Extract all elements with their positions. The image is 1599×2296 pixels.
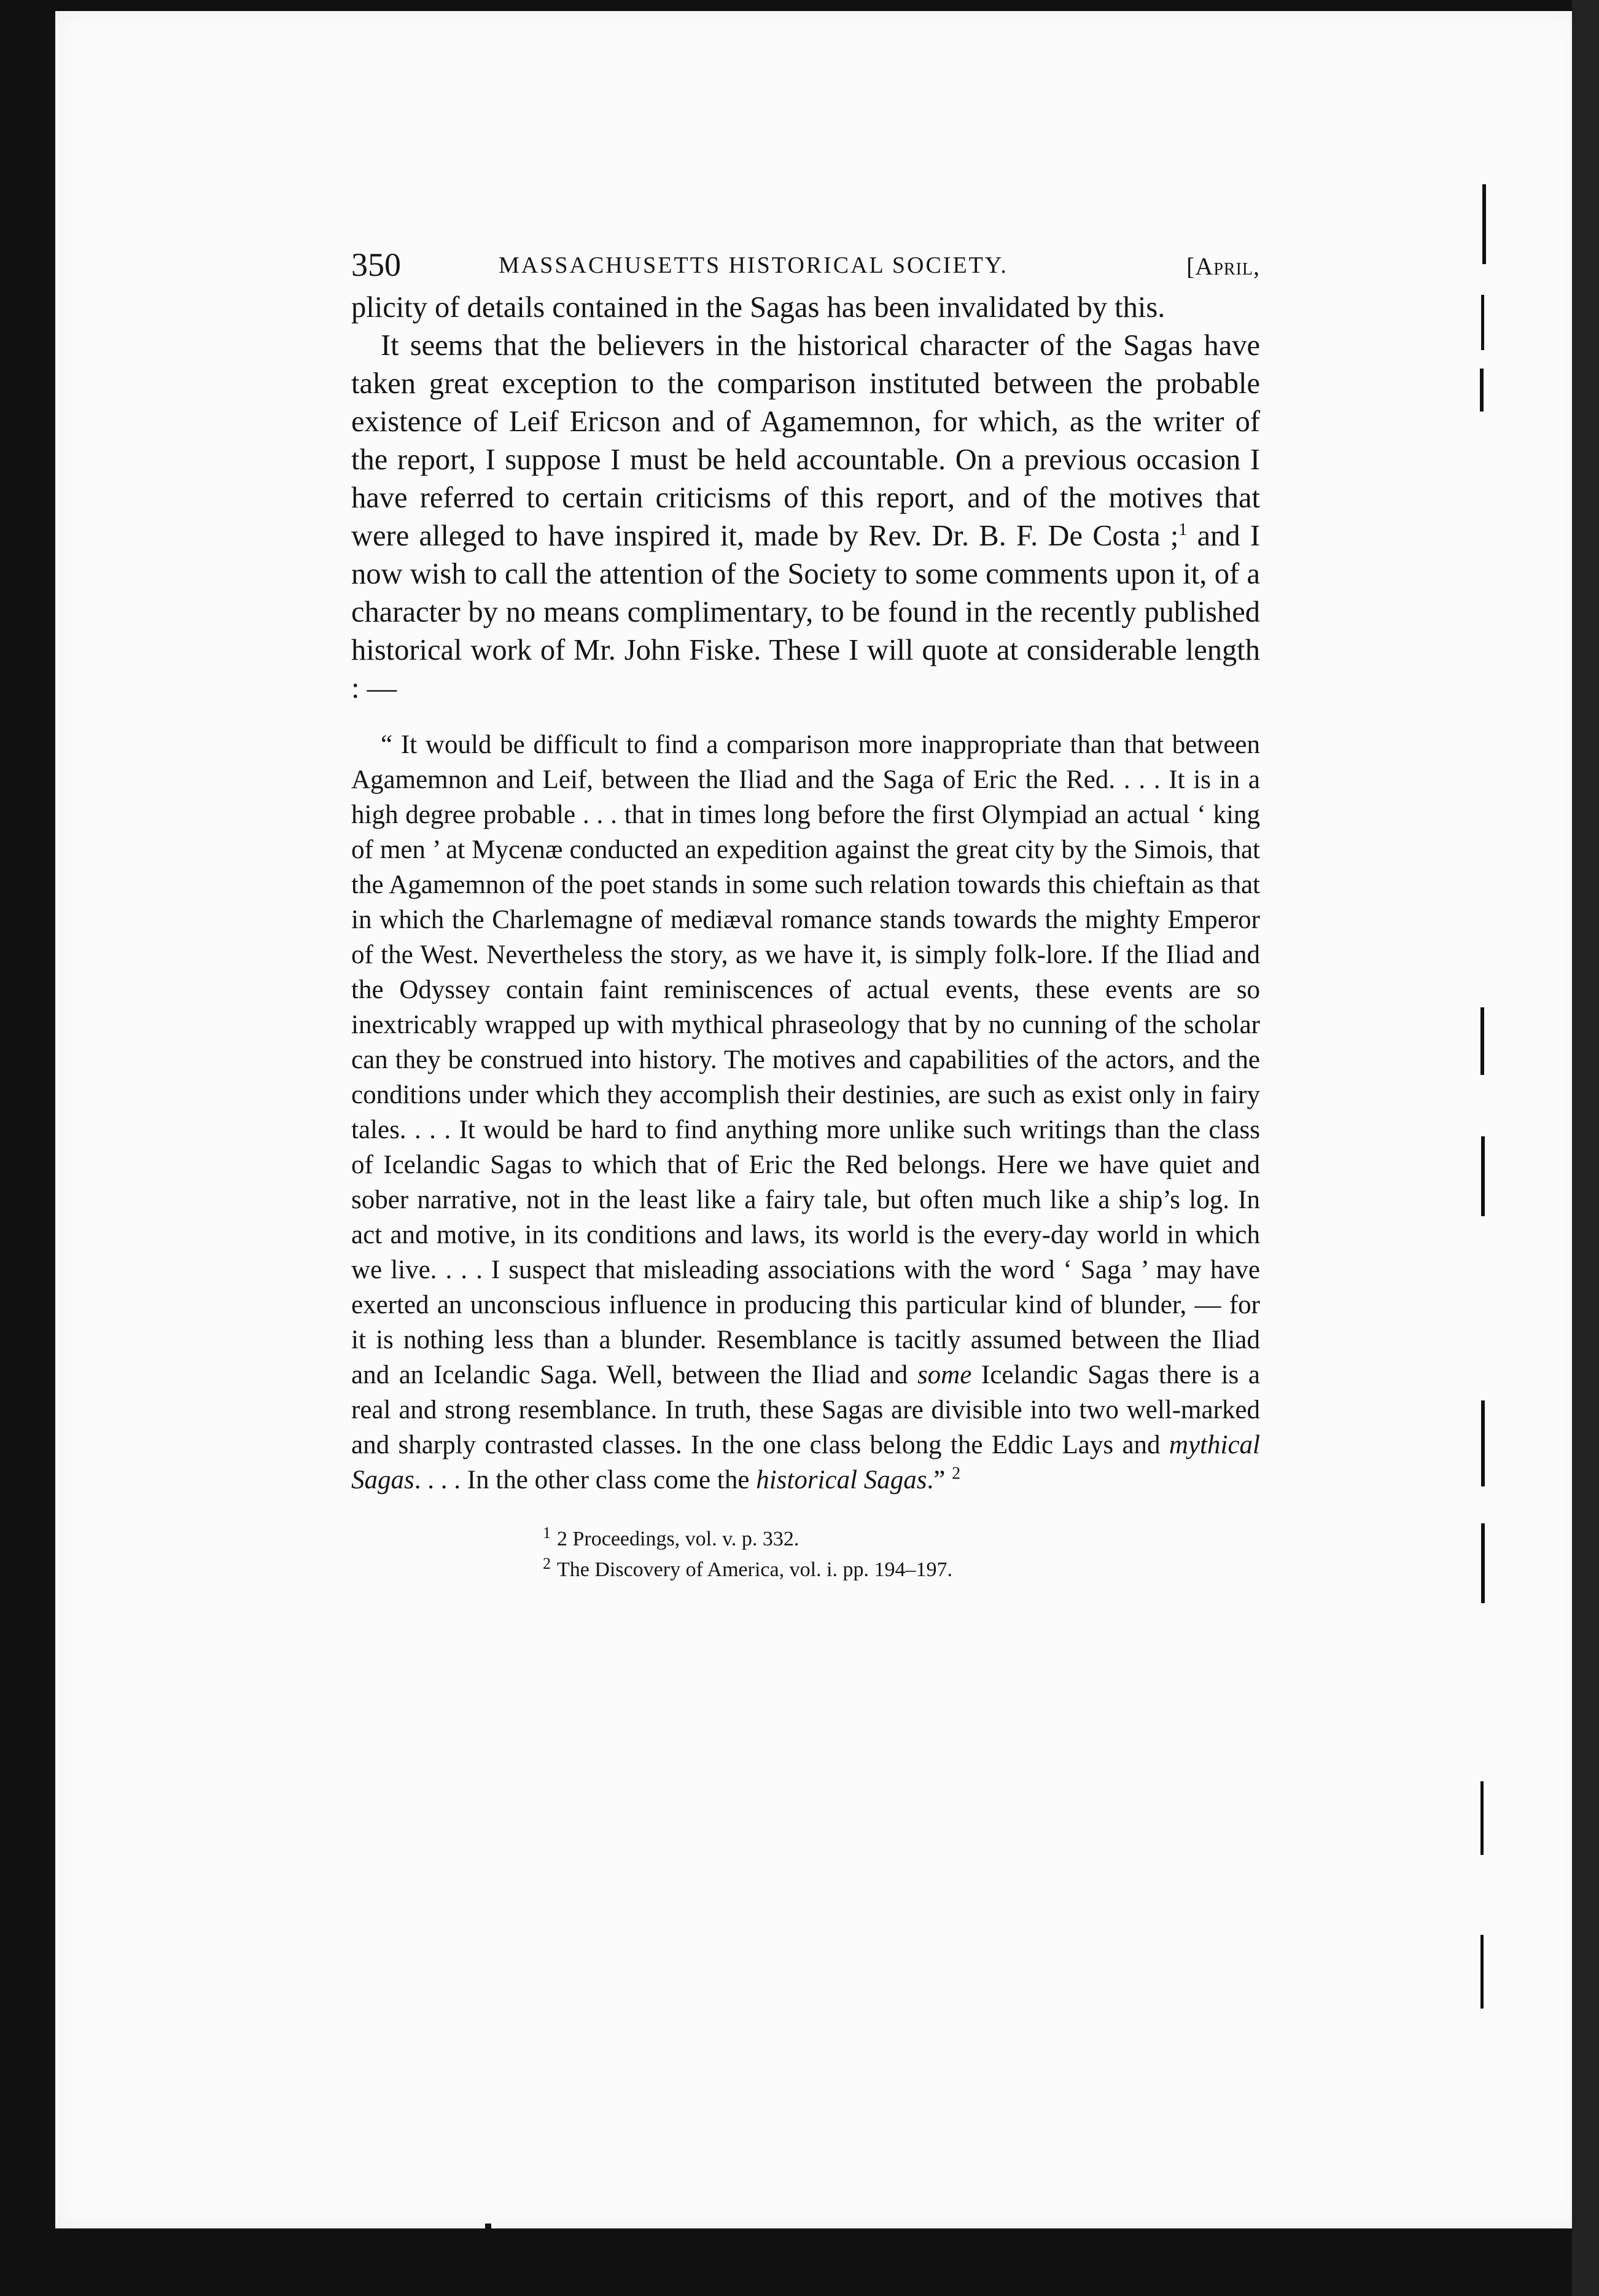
scan-mark bbox=[485, 2224, 491, 2260]
block-quote bbox=[351, 727, 1260, 1497]
footnote-mark: 1 bbox=[543, 1523, 551, 1542]
quote-italic: some bbox=[917, 1361, 972, 1389]
footnote-reference: 2 bbox=[952, 1464, 961, 1483]
quote-text: .” bbox=[927, 1466, 946, 1494]
scan-mark bbox=[1481, 1136, 1485, 1216]
paragraph-text: It seems that the believers in the historical character of the Sagas have taken great exception to the comparison instituted between the probable existence of Leif Ericson and of Agamemnon, for which, as the writer of the report, I suppose I must be held accountable. On a previous occasion I have referred to certain criticisms of this report, and of the motives that were alleged to have inspired it, made by Rev. Dr. B. F. De Costa ; bbox=[351, 329, 1260, 552]
paragraph-text: and I now wish to call the attention of the Society to some comments upon it, of a character by no means complimentary, to be found in the recently published historical work of Mr. John Fiske. These I will quote at considerable length : — bbox=[351, 520, 1260, 705]
journal-title: MASSACHUSETTS HISTORICAL SOCIETY. bbox=[499, 252, 1008, 278]
footnotes bbox=[543, 1524, 1260, 1585]
quote-text: Icelandic Sagas there is a real and strong resemblance. In truth, these Sagas are divisible into two well-marked and sharply contrasted classes. In the one class belong the Eddic Lays and bbox=[351, 1361, 1261, 1459]
scan-mark bbox=[1482, 184, 1486, 264]
footnote-text: 2 Proceedings, vol. v. p. 332. bbox=[557, 1528, 800, 1550]
footnote-mark: 2 bbox=[543, 1554, 551, 1572]
scan-mark bbox=[1480, 1007, 1484, 1075]
text-block bbox=[351, 246, 1260, 1585]
paragraph-continued: plicity of details contained in the Sagas has been invalidated by this. bbox=[351, 291, 1165, 324]
scan-mark bbox=[982, 2236, 995, 2267]
scan-mark bbox=[1480, 1935, 1484, 2009]
paragraph bbox=[351, 327, 1260, 708]
quote-italic: mythical Sagas bbox=[351, 1431, 1260, 1494]
quote-text: “ It would be difficult to find a comparison more inappropriate than that between Agamemnon and Leif, between the Iliad and the Saga of Eric the Red. . . . It is in a high degree probable . . . that in times long before the first Olympiad an actual ‘ king of men ’ at Mycenæ conducted an expedition against the great city by the Simois, that the Agamemnon of the poet stands in some such relation towards this chieftain as that in which the Charlemagne of mediæval romance stands towards the mighty Emperor of the West. Nevertheless the story, as we have it, is simply folk-lore. If the Iliad and the Odyssey contain faint reminiscences of actual events, these events are so inextricably wrapped up with mythical phraseology that by no cunning of the scholar can they be construed into history. The motives and capabilities of the actors, and the conditions under which they accomplish their destinies, are such as exist only in fairy tales. . . . It would be hard to find anything more unlike such writings than the class of Icelandic Sagas to which that of Eric the Red belongs. Here we have quiet and sober narrative, not in the least like a fairy tale, but often much like a ship’s log. In act and motive, in its conditions and laws, its world is the every-day world in which we live. . . . I suspect that misleading associations with the word ‘ Saga ’ may have exerted an unconscious influence in producing this particular kind of blunder, — for it is nothing less than a blunder. Resemblance is tacitly assumed between the Iliad and an Icelandic Saga. Well, between the Iliad and bbox=[351, 730, 1260, 1389]
scanner-edge bbox=[1572, 0, 1599, 2296]
scan-mark bbox=[1481, 1400, 1485, 1486]
footnote bbox=[543, 1524, 1260, 1555]
scan-mark bbox=[25, 1167, 33, 1171]
footnote-text: The Discovery of America, vol. i. pp. 194–197. bbox=[557, 1558, 952, 1581]
footnote bbox=[543, 1555, 1260, 1585]
scan-mark bbox=[1481, 1523, 1485, 1603]
footnote-reference: 1 bbox=[1178, 520, 1188, 539]
quote-italic: historical Sagas bbox=[756, 1466, 927, 1494]
scan-mark bbox=[1480, 369, 1484, 412]
scan-mark bbox=[1481, 295, 1484, 350]
scan-mark bbox=[1480, 1781, 1484, 1855]
running-head-date: [April, bbox=[1186, 252, 1260, 280]
running-head bbox=[351, 246, 1260, 289]
page-number: 350 bbox=[351, 246, 401, 283]
quote-text: . . . . In the other class come the bbox=[414, 1466, 757, 1494]
